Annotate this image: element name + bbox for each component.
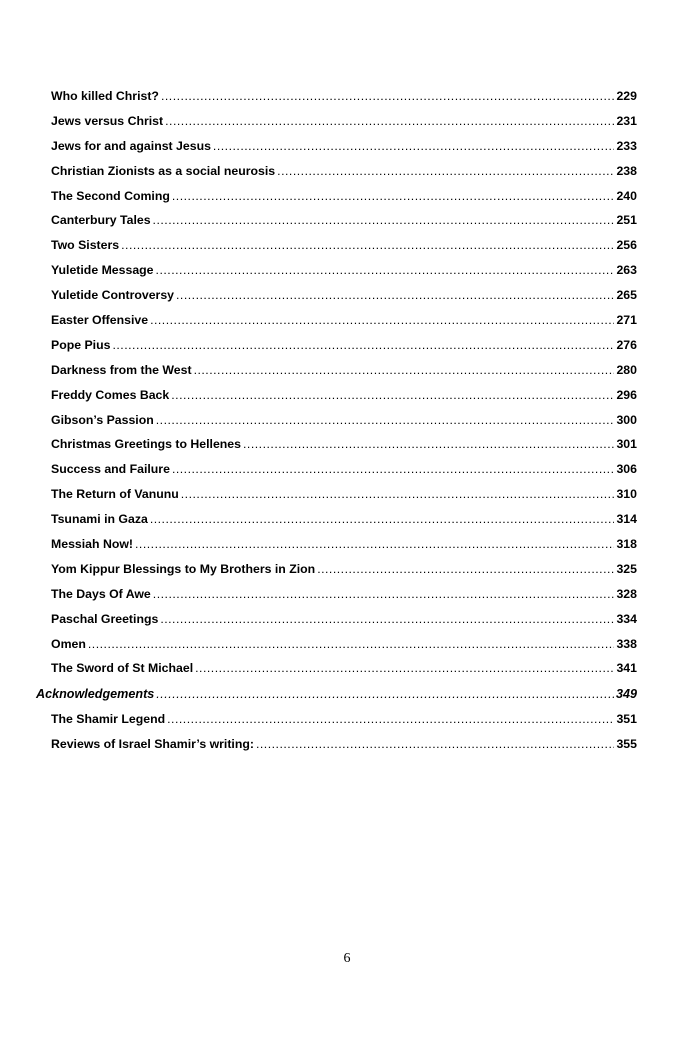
- toc-entry-title: Messiah Now!: [51, 537, 133, 552]
- toc-entry-title: Christmas Greetings to Hellenes: [51, 437, 241, 452]
- toc-entry[interactable]: [36, 532, 637, 557]
- toc-dot-leader: [243, 432, 614, 457]
- toc-entry-page: 306: [616, 462, 637, 477]
- toc-entry-title: The Second Coming: [51, 188, 170, 203]
- toc-entry-title: Paschal Greetings: [51, 611, 159, 626]
- toc-dot-leader: [167, 707, 614, 732]
- toc-entry-page: 334: [616, 611, 637, 626]
- toc-entry[interactable]: [36, 607, 637, 632]
- toc-entry[interactable]: [36, 208, 637, 233]
- toc-dot-leader: [171, 383, 614, 408]
- page-number: 6: [343, 951, 351, 966]
- toc-dot-leader: [150, 308, 614, 333]
- toc-entry-title: The Shamir Legend: [51, 712, 166, 727]
- toc-entry[interactable]: [36, 333, 637, 358]
- toc-entry-title: Tsunami in Gaza: [51, 512, 148, 527]
- toc-entry[interactable]: [36, 707, 637, 732]
- toc-entry[interactable]: [36, 308, 637, 333]
- toc-entry[interactable]: [36, 283, 637, 308]
- toc-entry-page: 351: [616, 712, 637, 727]
- toc-dot-leader: [112, 333, 614, 358]
- toc-dot-leader: [156, 681, 614, 707]
- toc-entry-title: Gibson’s Passion: [51, 412, 154, 427]
- toc-dot-leader: [153, 582, 615, 607]
- toc-entry-title: Christian Zionists as a social neurosis: [51, 163, 276, 178]
- toc-dot-leader: [121, 233, 614, 258]
- toc-entry-page: 300: [616, 412, 637, 427]
- toc-dot-leader: [150, 507, 615, 532]
- toc-entry-page: 263: [616, 263, 637, 278]
- table-of-contents: [36, 84, 637, 757]
- toc-entry-page: 238: [616, 163, 637, 178]
- toc-dot-leader: [165, 109, 614, 134]
- toc-dot-leader: [156, 408, 615, 433]
- toc-entry-page: 240: [616, 188, 637, 203]
- toc-entry[interactable]: [36, 383, 637, 408]
- toc-dot-leader: [256, 732, 615, 757]
- toc-dot-leader: [317, 557, 614, 582]
- toc-entry-title: Omen: [51, 636, 86, 651]
- toc-entry-title: Jews versus Christ: [51, 113, 164, 128]
- toc-entry-title: Who killed Christ?: [51, 89, 159, 103]
- toc-entry[interactable]: [36, 457, 637, 482]
- toc-dot-leader: [156, 258, 615, 283]
- toc-entry[interactable]: [36, 184, 637, 209]
- toc-dot-leader: [181, 482, 615, 507]
- toc-entry-title: Canterbury Tales: [51, 213, 151, 228]
- toc-entry-page: 296: [616, 387, 637, 402]
- toc-entry-page: 265: [616, 288, 637, 303]
- toc-entry[interactable]: [36, 134, 637, 159]
- toc-dot-leader: [161, 84, 615, 109]
- toc-entry[interactable]: [36, 84, 637, 109]
- toc-entry[interactable]: [36, 432, 637, 457]
- toc-entry-page: 318: [616, 537, 637, 552]
- toc-entry-title: Darkness from the West: [51, 362, 192, 377]
- toc-entry-page: 280: [616, 362, 637, 377]
- toc-dot-leader: [135, 532, 614, 557]
- toc-entry-title: The Return of Vanunu: [51, 487, 179, 502]
- toc-dot-leader: [172, 457, 615, 482]
- toc-entry[interactable]: [36, 358, 637, 383]
- toc-entry-page: 231: [616, 113, 637, 128]
- toc-entry[interactable]: [36, 233, 637, 258]
- toc-entry-page: 276: [616, 337, 637, 352]
- toc-entry-page: 338: [616, 636, 637, 651]
- toc-entry-title: The Days Of Awe: [51, 586, 151, 601]
- toc-entry-title: Two Sisters: [51, 238, 120, 253]
- toc-entry-title: Yuletide Controversy: [51, 288, 175, 303]
- toc-entry-title: Pope Pius: [51, 337, 111, 352]
- toc-entry-page: 256: [616, 238, 637, 253]
- toc-entry-page: 314: [616, 512, 637, 527]
- toc-entry-page: 233: [616, 138, 637, 153]
- toc-entry[interactable]: [36, 408, 637, 433]
- toc-entry-page: 310: [616, 487, 637, 502]
- toc-entry[interactable]: [36, 632, 637, 657]
- toc-entry-title: Reviews of Israel Shamir’s writing:: [51, 737, 254, 752]
- toc-entry-page: 229: [616, 89, 637, 103]
- toc-entry-page: 349: [615, 687, 637, 702]
- toc-entry[interactable]: [36, 258, 637, 283]
- toc-dot-leader: [88, 632, 615, 657]
- toc-entry-title: Yom Kippur Blessings to My Brothers in Zion: [51, 561, 316, 576]
- toc-entry[interactable]: [36, 482, 637, 507]
- toc-entry-title: The Sword of St Michael: [51, 661, 194, 676]
- toc-dot-leader: [153, 208, 615, 233]
- toc-entry[interactable]: [36, 507, 637, 532]
- toc-entry-title: Success and Failure: [51, 462, 170, 477]
- toc-entry[interactable]: [36, 557, 637, 582]
- toc-entry-title: Acknowledgements: [36, 687, 155, 702]
- toc-dot-leader: [195, 656, 614, 681]
- toc-dot-leader: [213, 134, 615, 159]
- toc-section-entry[interactable]: [36, 681, 637, 707]
- toc-entry[interactable]: [36, 732, 637, 757]
- toc-entry-title: Easter Offensive: [51, 313, 149, 328]
- toc-entry[interactable]: [36, 109, 637, 134]
- toc-entry[interactable]: [36, 159, 637, 184]
- toc-dot-leader: [160, 607, 614, 632]
- toc-dot-leader: [176, 283, 614, 308]
- toc-dot-leader: [172, 184, 615, 209]
- toc-dot-leader: [277, 159, 614, 184]
- toc-entry-page: 355: [616, 737, 637, 752]
- toc-entry[interactable]: [36, 582, 637, 607]
- toc-entry-page: 341: [616, 661, 637, 676]
- toc-entry-title: Yuletide Message: [51, 263, 154, 278]
- toc-entry[interactable]: [36, 656, 637, 681]
- toc-entry-title: Jews for and against Jesus: [51, 138, 211, 153]
- toc-entry-page: 251: [616, 213, 637, 228]
- toc-entry-page: 328: [616, 586, 637, 601]
- toc-entry-page: 301: [616, 437, 637, 452]
- toc-entry-title: Freddy Comes Back: [51, 387, 170, 402]
- toc-entry-page: 271: [616, 313, 637, 328]
- toc-dot-leader: [194, 358, 615, 383]
- toc-entry-page: 325: [616, 561, 637, 576]
